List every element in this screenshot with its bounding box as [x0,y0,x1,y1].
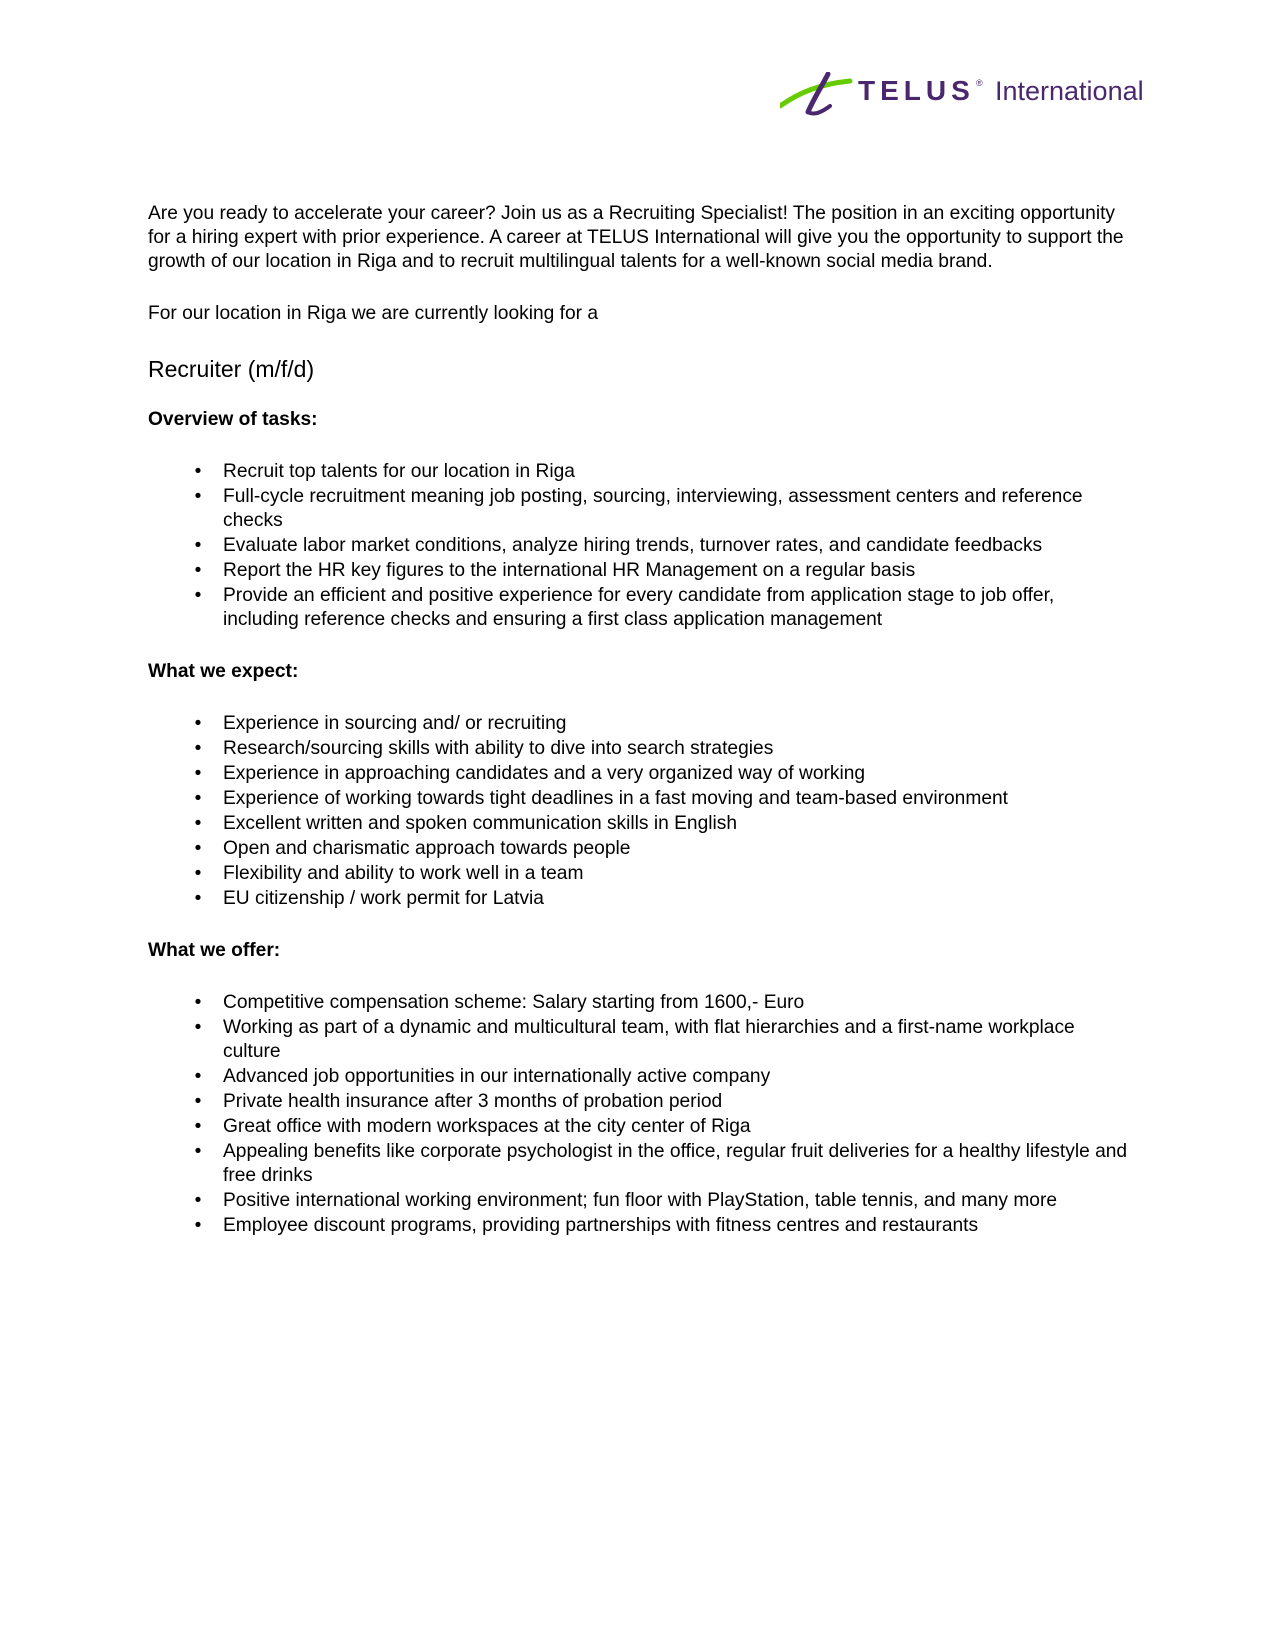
list-item-text: Experience of working towards tight deadlines in a fast moving and team-based environment [223,788,1008,809]
list-item-text: Great office with modern workspaces at the city center of Riga [223,1116,751,1137]
list-item-text: Flexibility and ability to work well in a team [223,863,584,884]
list-item-text: Experience in sourcing and/ or recruiting [223,713,567,734]
list-item [148,534,1128,558]
list-item [148,1214,1128,1238]
telus-international-logo [780,72,1160,120]
telus-swoosh-icon [780,74,850,114]
list-item-text: Working as part of a dynamic and multicultural team, with flat hierarchies and a first-name workplace culture [223,1017,1075,1062]
list-item-text: Research/sourcing skills with ability to dive into search strategies [223,738,774,759]
bullet-icon: • [194,738,202,759]
list-item [148,460,1128,484]
bullet-icon: • [194,1215,202,1236]
bullet-icon: • [194,1091,202,1112]
bullet-icon: • [194,713,202,734]
logo-suffix: International [995,76,1144,106]
list-item [148,584,1128,632]
bullet-icon: • [194,560,202,581]
bullet-icon: • [194,1190,202,1211]
bullet-icon: • [194,788,202,809]
list-item-text: Experience in approaching candidates and a very organized way of working [223,763,866,784]
list-item-text: Employee discount programs, providing partnerships with fitness centres and restaurants [223,1215,979,1236]
list-item [148,1090,1128,1114]
section-heading: Overview of tasks: [148,409,318,430]
list-item [148,787,1128,811]
bullet-icon: • [194,585,202,606]
list-item [148,862,1128,886]
list-item [148,1016,1128,1064]
list-item [148,762,1128,786]
list-item-text: EU citizenship / work permit for Latvia [223,888,544,909]
bullet-list [148,712,1128,911]
bullet-icon: • [194,1017,202,1038]
list-item-text: Competitive compensation scheme: Salary starting from 1600,- Euro [223,992,805,1013]
bullet-icon: • [194,813,202,834]
list-item [148,812,1128,836]
section-heading: What we expect: [148,661,299,682]
list-item-text: Provide an efficient and positive experience for every candidate from application stage to job offer, including reference checks and ensuring a first class application management [223,585,1055,630]
list-item-text: Private health insurance after 3 months of probation period [223,1091,723,1112]
list-item [148,837,1128,861]
bullet-list [148,991,1128,1238]
bullet-icon: • [194,461,202,482]
list-item [148,1189,1128,1213]
list-item [148,1115,1128,1139]
list-item [148,712,1128,736]
list-item-text: Full-cycle recruitment meaning job posting, sourcing, interviewing, assessment centers and reference checks [223,486,1083,531]
bullet-icon: • [194,992,202,1013]
bullet-icon: • [194,535,202,556]
intro-paragraph: Are you ready to accelerate your career? Join us as a Recruiting Specialist! The position in an exciting opportunity for a hiring expert with prior experience. A career at TELUS International will give you the opportunity to support the growth of our location in Riga and to recruit multilingual talents for a well-known social media brand. [148,203,1124,272]
list-item-text: Advanced job opportunities in our internationally active company [223,1066,771,1087]
bullet-list [148,460,1128,632]
bullet-icon: • [194,763,202,784]
list-item-text: Open and charismatic approach towards people [223,838,631,859]
list-item-text: Recruit top talents for our location in Riga [223,461,575,482]
list-item [148,1065,1128,1089]
sections-container [148,408,1128,1238]
bullet-icon: • [194,1116,202,1137]
bullet-icon: • [194,888,202,909]
list-item [148,485,1128,533]
list-item-text: Positive international working environment; fun floor with PlayStation, table tennis, and many more [223,1190,1058,1211]
job-posting-body [148,202,1128,1266]
bullet-icon: • [194,863,202,884]
job-title: Recruiter (m/f/d) [148,356,315,382]
list-item-text: Appealing benefits like corporate psychologist in the office, regular fruit deliveries for a healthy lifestyle and free drinks [223,1141,1128,1186]
logo-wordmark: TELUS [858,75,975,106]
bullet-icon: • [194,838,202,859]
list-item-text: Excellent written and spoken communication skills in English [223,813,738,834]
bullet-icon: • [194,1066,202,1087]
list-item-text: Report the HR key figures to the international HR Management on a regular basis [223,560,916,581]
section-heading: What we offer: [148,940,281,961]
logo-registered: ® [976,78,983,88]
list-item [148,991,1128,1015]
lead-sentence: For our location in Riga we are currently looking for a [148,303,599,324]
list-item [148,559,1128,583]
list-item [148,737,1128,761]
bullet-icon: • [194,486,202,507]
list-item-text: Evaluate labor market conditions, analyze hiring trends, turnover rates, and candidate feedbacks [223,535,1043,556]
bullet-icon: • [194,1141,202,1162]
list-item [148,887,1128,911]
list-item [148,1140,1128,1188]
